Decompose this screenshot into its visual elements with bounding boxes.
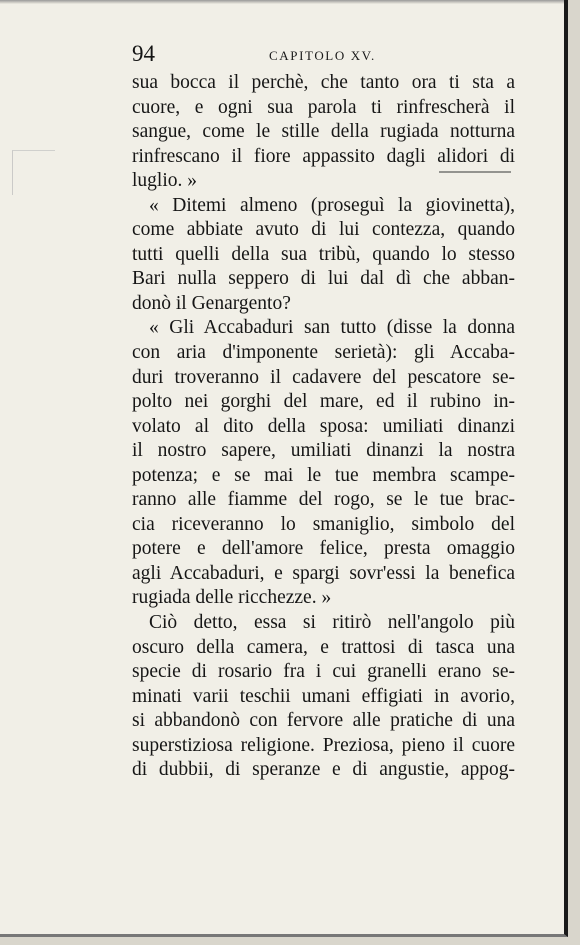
text-line: sua bocca il perchè, che tanto ora ti sta a	[132, 72, 515, 93]
text-line: il nostro sapere, umiliati dinanzi la nostra	[132, 440, 515, 462]
text-line: con aria d'imponente serietà): gli Accaba-	[132, 342, 515, 364]
text-line: agli Accabaduri, e spargi sovr'essi la benefica	[132, 562, 515, 584]
text-line: minati varii teschii umani effigiati in avorio,	[132, 685, 515, 707]
text-line: tutti quelli della sua tribù, quando lo stesso	[132, 243, 515, 265]
text-line: come abbiate avuto di lui contezza, quando	[132, 219, 515, 241]
text-line: sangue, come le stille della rugiada notturna	[132, 121, 515, 143]
text-line: volato al dito della sposa: umiliati dinanzi	[132, 415, 515, 437]
text-line: di dubbii, di speranze e di angustie, appog-	[132, 759, 515, 781]
body-text	[132, 71, 515, 783]
text-line: Ciò detto, essa si ritirò nell'angolo più	[149, 612, 515, 634]
text-line: si abbandonò con fervore alle pratiche di una	[132, 710, 515, 732]
text-line: luglio. »	[132, 170, 198, 192]
page-header	[132, 41, 532, 71]
text-line: cuore, e ogni sua parola ti rinfrescherà il	[132, 96, 515, 118]
text-line: « Ditemi almeno (proseguì la giovinetta),	[149, 194, 515, 216]
text-line: potenza; e se mai le tue membra scampe-	[132, 464, 515, 486]
text-line: rugiada delle ricchezze. »	[132, 587, 332, 609]
page-number: 94	[132, 41, 155, 66]
pencil-mark	[12, 150, 55, 195]
text-line: superstiziosa religione. Preziosa, pieno il cuore	[132, 734, 515, 756]
text-line: donò il Genargento?	[132, 292, 291, 314]
scan-edge	[0, 0, 564, 4]
text-line: potere e dell'amore felice, presta omaggio	[132, 538, 515, 560]
text-line: oscuro della camera, e trattosi di tasca una	[132, 636, 515, 658]
text-line: rinfrescano il fiore appassito dagli alidori di	[132, 145, 515, 167]
text-line: polto nei gorghi del mare, ed il rubino in-	[132, 391, 515, 413]
running-title: CAPITOLO XV.	[269, 48, 376, 63]
text-line: cia riceveranno lo smaniglio, simbolo del	[132, 513, 515, 535]
text-line: specie di rosario fra i cui granelli erano se-	[132, 661, 515, 683]
text-line: « Gli Accabaduri san tutto (disse la donna	[149, 317, 515, 339]
text-line: Bari nulla seppero di lui dal dì che abban-	[132, 268, 515, 290]
text-line: ranno alle fiamme del rogo, se le tue brac-	[132, 489, 515, 511]
text-line: duri troveranno il cadavere del pescatore se-	[132, 366, 515, 388]
